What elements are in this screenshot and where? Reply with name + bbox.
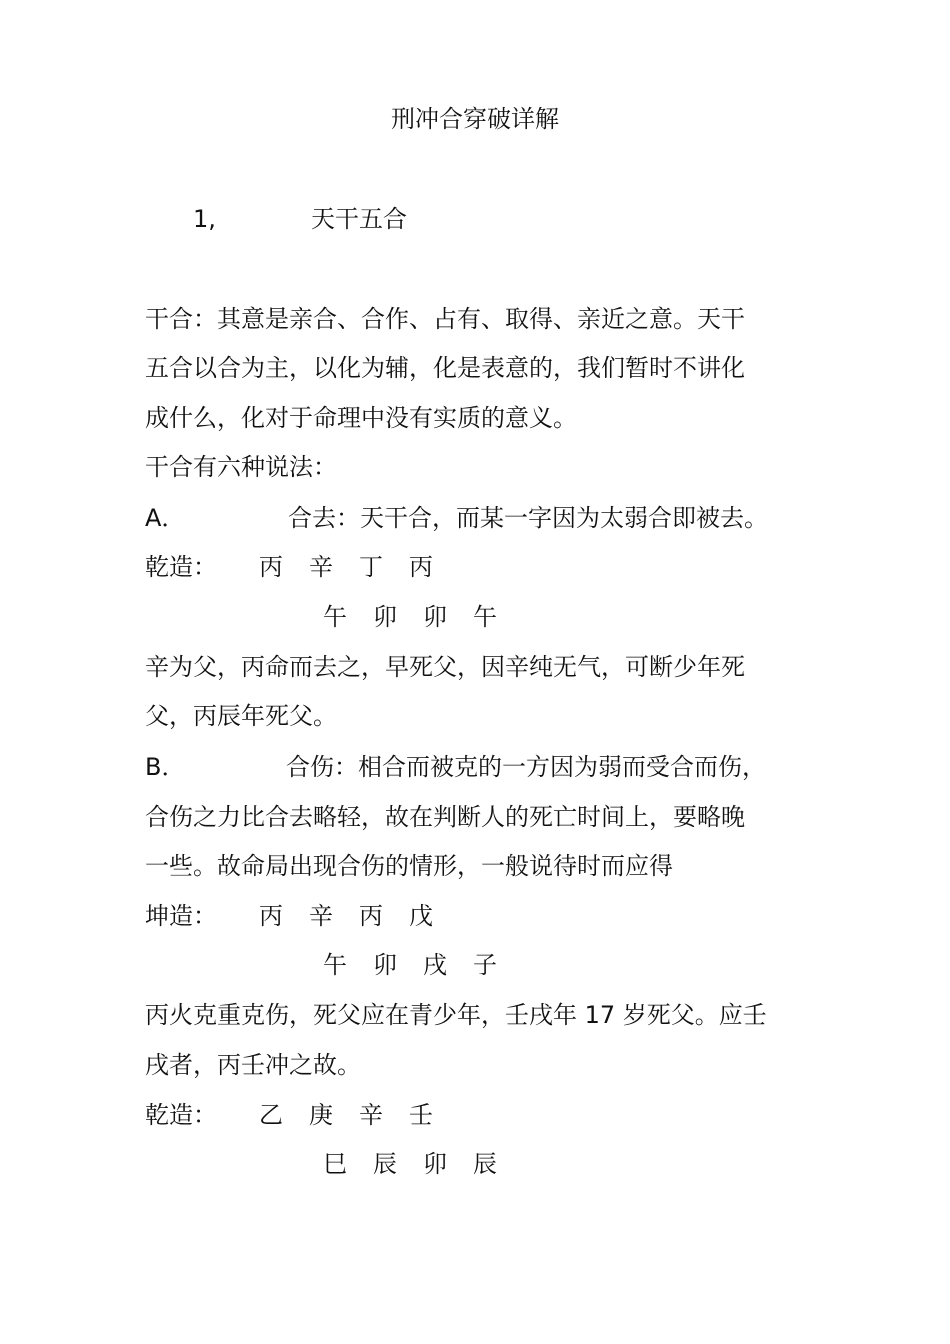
- item-a-label: A．: [145, 504, 186, 532]
- stem: 丙: [359, 902, 383, 930]
- paragraph-line: 戌者，丙壬冲之故。: [145, 1051, 361, 1079]
- branch: 辰: [373, 1150, 397, 1178]
- stem: 辛: [309, 902, 333, 930]
- branch: 卯: [423, 1150, 447, 1178]
- branch: 卯: [373, 951, 397, 979]
- branch: 辰: [473, 1150, 497, 1178]
- branch: 卯: [423, 603, 447, 631]
- branch: 巳: [323, 1150, 347, 1178]
- stems-row: [246, 551, 446, 583]
- item-b-label: B．: [145, 753, 186, 781]
- branches-row: [310, 1148, 510, 1180]
- paragraph-line: 辛为父，丙命而去之，早死父，因辛纯无气，可断少年死: [145, 653, 745, 681]
- paragraph-line: 成什么，化对于命理中没有实质的意义。: [145, 404, 577, 432]
- branch: 戌: [423, 951, 447, 979]
- stem: 乙: [259, 1101, 283, 1129]
- chart-label: 坤造：: [145, 902, 217, 930]
- branch: 午: [323, 951, 347, 979]
- paragraph-line: 父，丙辰年死父。: [145, 702, 337, 730]
- item-a-text: 合去：天干合，而某一字因为太弱合即被去。: [288, 504, 768, 532]
- branches-row: [310, 601, 510, 633]
- branch: 午: [473, 603, 497, 631]
- chart-label: 乾造：: [145, 553, 217, 581]
- paragraph-line: 五合以合为主，以化为辅，化是表意的，我们暂时不讲化: [145, 354, 745, 382]
- stem: 戊: [409, 902, 433, 930]
- page-title: 刑冲合穿破详解: [391, 105, 559, 133]
- paragraph-line: 丙火克重克伤，死父应在青少年，壬戌年 17 岁死父。应壬: [145, 1001, 767, 1029]
- stem: 丙: [409, 553, 433, 581]
- chart-label: 乾造：: [145, 1101, 217, 1129]
- stem: 庚: [309, 1101, 333, 1129]
- stems-row: [246, 900, 446, 932]
- stem: 丙: [259, 553, 283, 581]
- paragraph-line: 干合有六种说法：: [145, 453, 337, 481]
- branches-row: [310, 949, 510, 981]
- stem: 丙: [259, 902, 283, 930]
- item-b-text: 合伤：相合而被克的一方因为弱而受合而伤，: [286, 753, 766, 781]
- branch: 午: [323, 603, 347, 631]
- section-number: 1,: [193, 205, 216, 233]
- stem: 壬: [409, 1101, 433, 1129]
- paragraph-line: 干合：其意是亲合、合作、占有、取得、亲近之意。天干: [145, 305, 745, 333]
- stems-row: [246, 1099, 446, 1131]
- stem: 辛: [309, 553, 333, 581]
- paragraph-line: 一些。故命局出现合伤的情形，一般说待时而应得: [145, 852, 673, 880]
- branch: 卯: [373, 603, 397, 631]
- branch: 子: [473, 951, 497, 979]
- paragraph-line: 合伤之力比合去略轻，故在判断人的死亡时间上，要略晚: [145, 803, 745, 831]
- section-heading: 天干五合: [311, 205, 407, 233]
- stem: 辛: [359, 1101, 383, 1129]
- stem: 丁: [359, 553, 383, 581]
